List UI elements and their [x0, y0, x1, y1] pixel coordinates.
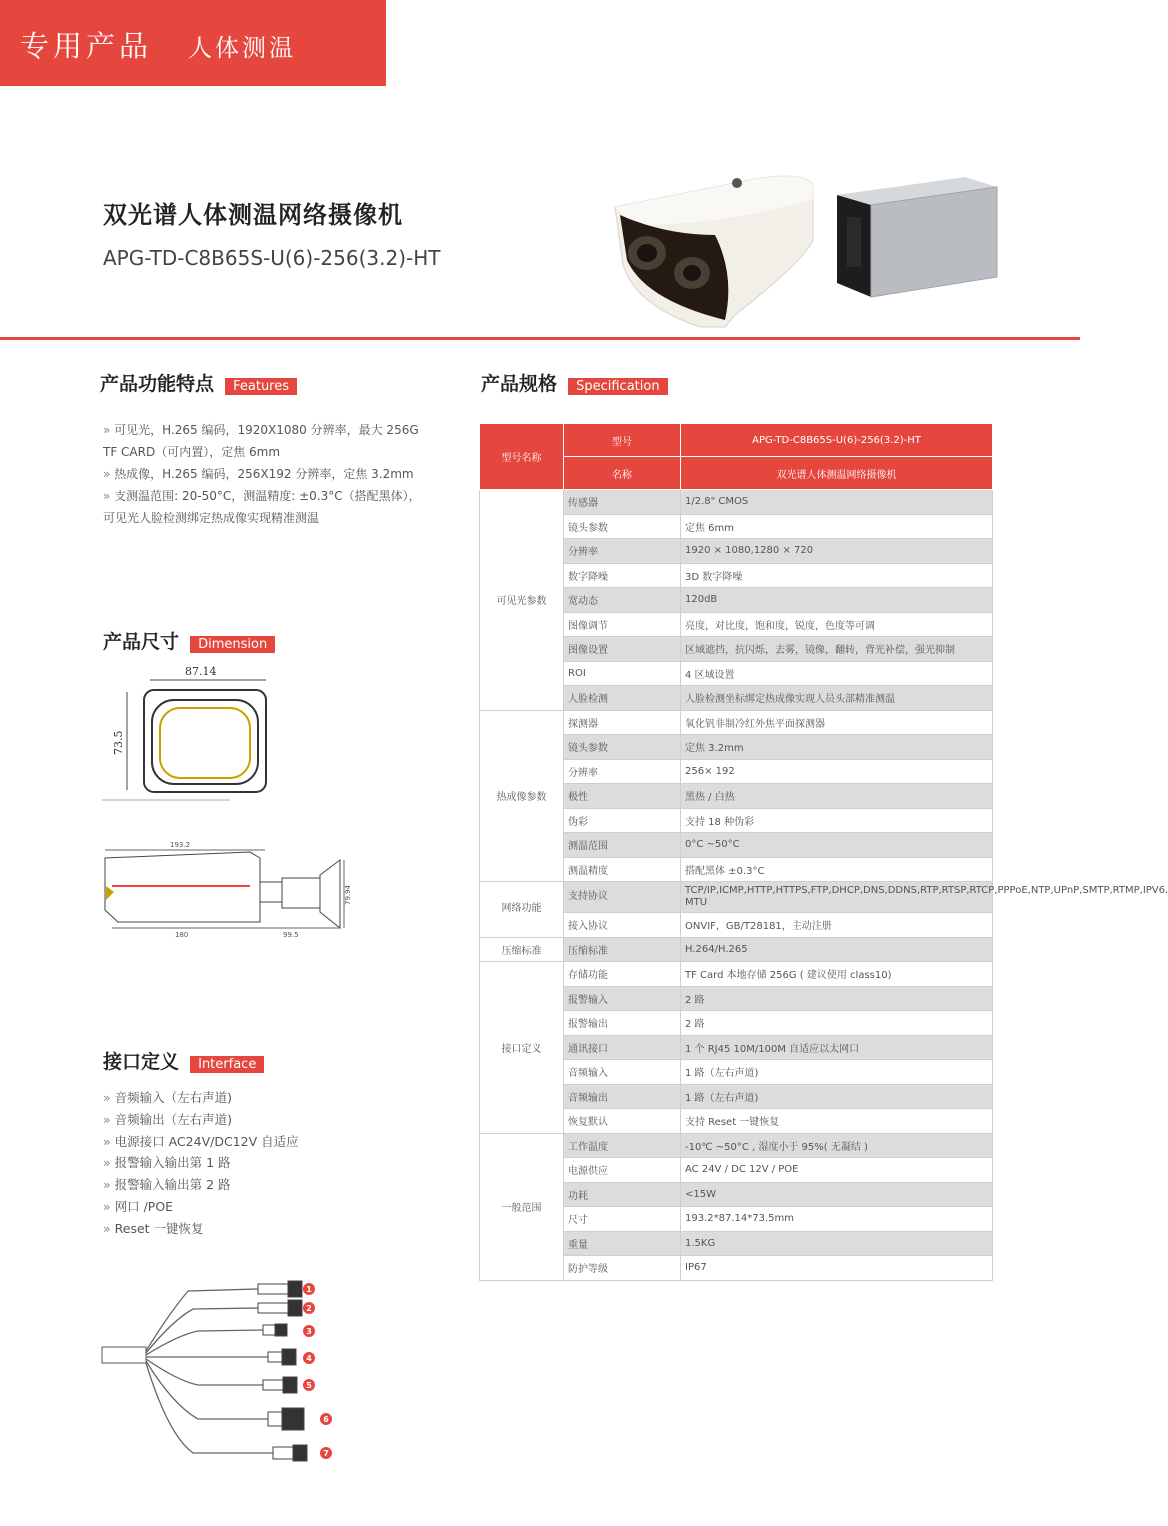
spec-param-label: 镜头参数	[564, 735, 681, 760]
spec-row	[480, 710, 993, 735]
spec-row	[480, 937, 993, 962]
feature-item: » 可见光，H.265 编码，1920X1080 分辨率，最大 256G TF CARD（可内置），定焦 6mm	[103, 419, 423, 463]
dimension-tag: Dimension	[190, 636, 275, 653]
spec-param-value: 定焦 3.2mm	[681, 735, 993, 760]
spec-param-label: 镜头参数	[564, 514, 681, 539]
spec-param-value: 3D 数字降噪	[681, 563, 993, 588]
spec-param-value: 亮度，对比度，饱和度，锐度，色度等可调	[681, 612, 993, 637]
cable-number-markers	[303, 1283, 332, 1459]
dim-width-label: 87.14	[185, 665, 217, 678]
spec-param-value: 搭配黑体 ±0.3°C	[681, 857, 993, 882]
product-title: 双光谱人体测温网络摄像机	[103, 201, 403, 229]
interface-item: » 网口 /POE	[103, 1196, 299, 1218]
spec-param-label: 工作温度	[564, 1133, 681, 1158]
features-title: 产品功能特点	[100, 373, 215, 395]
spec-param-label: ROI	[564, 661, 681, 686]
cable-diagram	[98, 1275, 343, 1470]
interface-list	[103, 1087, 299, 1240]
spec-param-value: 2 路	[681, 986, 993, 1011]
feature-item: » 热成像，H.265 编码，256X192 分辨率，定焦 3.2mm	[103, 463, 423, 485]
spec-param-label: 图像设置	[564, 637, 681, 662]
interface-item: » 音频输入（左右声道)	[103, 1087, 299, 1109]
spec-param-value: 1 路（左右声道)	[681, 1060, 993, 1085]
spec-name-label: 名称	[564, 457, 681, 490]
spec-param-value: <15W	[681, 1182, 993, 1207]
interface-item: » 音频输出（左右声道)	[103, 1109, 299, 1131]
front-view-drawing	[102, 665, 266, 800]
spec-group-label: 一般范围	[480, 1133, 564, 1280]
spec-param-label: 分辨率	[564, 759, 681, 784]
spec-param-value: 区域遮挡，抗闪烁，去雾，镜像，翻转，背光补偿，强光抑制	[681, 637, 993, 662]
spec-group-label: 可见光参数	[480, 490, 564, 711]
side-view-drawing	[105, 841, 352, 939]
interface-title: 接口定义	[103, 1051, 180, 1073]
dim-total-length: 193.2	[170, 841, 191, 849]
dim-body-length: 180	[175, 931, 189, 939]
spec-param-label: 传感器	[564, 490, 681, 515]
spec-param-label: 重量	[564, 1231, 681, 1256]
header-category: 专用产品	[20, 29, 153, 63]
spec-param-label: 音频输出	[564, 1084, 681, 1109]
header-band	[0, 0, 386, 86]
spec-param-value: H.264/H.265	[681, 937, 993, 962]
spec-row	[480, 1133, 993, 1158]
spec-param-value: 1 路（左右声道)	[681, 1084, 993, 1109]
spec-param-value: IP67	[681, 1256, 993, 1281]
spec-param-value: TF Card 本地存储 256G ( 建议使用 class10)	[681, 962, 993, 987]
interface-item: » 报警输入输出第 2 路	[103, 1174, 299, 1196]
product-image	[605, 165, 1005, 335]
spec-param-value: TCP/IP,ICMP,HTTP,HTTPS,FTP,DHCP,DNS,DDNS,RTP,RTSP,RTCP,PPPoE,NTP,UPnP,SMTP,RTMP,IPV6. MTU	[681, 882, 993, 913]
spec-param-value: 1920 × 1080,1280 × 720	[681, 539, 993, 564]
bullet-camera-image	[615, 176, 813, 327]
spec-param-label: 测温精度	[564, 857, 681, 882]
spec-param-value: 2 路	[681, 1011, 993, 1036]
spec-param-label: 数字降噪	[564, 563, 681, 588]
spec-param-label: 极性	[564, 784, 681, 809]
spec-param-label: 音频输入	[564, 1060, 681, 1085]
spec-param-value: 1/2.8" CMOS	[681, 490, 993, 515]
spec-param-label: 伪彩	[564, 808, 681, 833]
spec-param-label: 报警输入	[564, 986, 681, 1011]
spec-model-value: APG-TD-C8B65S-U(6)-256(3.2)-HT	[681, 424, 993, 457]
dimension-title: 产品尺寸	[103, 631, 180, 653]
spec-param-label: 支持协议	[564, 882, 681, 913]
interface-item: » 报警输入输出第 1 路	[103, 1152, 299, 1174]
cable-number-1: 1	[306, 1285, 312, 1294]
spec-param-label: 尺寸	[564, 1207, 681, 1232]
spec-param-value: 1.5KG	[681, 1231, 993, 1256]
dimension-heading	[103, 627, 275, 654]
interface-item: » 电源接口 AC24V/DC12V 自适应	[103, 1131, 299, 1153]
features-list	[103, 419, 423, 529]
spec-table	[479, 423, 1168, 1281]
spec-param-label: 分辨率	[564, 539, 681, 564]
cable-number-6: 6	[323, 1415, 329, 1424]
spec-param-value: 193.2*87.14*73.5mm	[681, 1207, 993, 1232]
spec-group-label: 热成像参数	[480, 710, 564, 882]
spec-param-label: 存储功能	[564, 962, 681, 987]
spec-row	[480, 490, 993, 515]
spec-param-value: 0°C ~50°C	[681, 833, 993, 858]
spec-param-value: 1 个 RJ45 10M/100M 自适应以太网口	[681, 1035, 993, 1060]
spec-group-label: 压缩标准	[480, 937, 564, 962]
spec-heading	[481, 369, 668, 396]
dim-mount-length: 99.5	[283, 931, 299, 939]
spec-param-value: -10℃ ~50°C , 湿度小于 95%( 无凝结 )	[681, 1133, 993, 1158]
feature-item: » 支测温范围: 20-50°C，测温精度: ±0.3°C（搭配黑体），可见光人脸检测绑定热成像实现精准测温	[103, 485, 423, 529]
spec-tag: Specification	[568, 378, 667, 395]
product-model: APG-TD-C8B65S-U(6)-256(3.2)-HT	[103, 246, 441, 270]
spec-param-label: 压缩标准	[564, 937, 681, 962]
spec-param-label: 恢复默认	[564, 1109, 681, 1134]
spec-param-label: 宽动态	[564, 588, 681, 613]
spec-param-label: 电源供应	[564, 1158, 681, 1183]
spec-param-value: 氧化钒非制冷红外焦平面探测器	[681, 710, 993, 735]
spec-param-value: AC 24V / DC 12V / POE	[681, 1158, 993, 1183]
spec-param-value: 支持 Reset 一键恢复	[681, 1109, 993, 1134]
spec-model-label: 型号	[564, 424, 681, 457]
spec-param-value: 黑热 / 白热	[681, 784, 993, 809]
section-divider	[0, 337, 1080, 340]
cable-number-5: 5	[306, 1381, 312, 1390]
spec-name-value: 双光谱人体测温网络摄像机	[681, 457, 993, 490]
features-heading	[100, 369, 297, 396]
header-subcategory: 人体测温	[188, 34, 296, 62]
spec-param-label: 图像调节	[564, 612, 681, 637]
spec-param-value: 定焦 6mm	[681, 514, 993, 539]
spec-param-label: 接入协议	[564, 913, 681, 938]
spec-param-label: 探测器	[564, 710, 681, 735]
blackbody-device-image	[837, 177, 997, 297]
spec-param-label: 测温范围	[564, 833, 681, 858]
cable-number-3: 3	[306, 1327, 312, 1336]
spec-param-label: 人脸检测	[564, 686, 681, 711]
spec-title: 产品规格	[481, 373, 558, 395]
cable-number-2: 2	[306, 1304, 312, 1313]
spec-param-value: 支持 18 种伪彩	[681, 808, 993, 833]
cable-hub	[102, 1347, 146, 1363]
cable-number-7: 7	[323, 1449, 329, 1458]
spec-row	[480, 882, 993, 913]
spec-param-value: 4 区域设置	[681, 661, 993, 686]
features-tag: Features	[225, 378, 297, 395]
interface-tag: Interface	[190, 1056, 264, 1073]
spec-param-label: 报警输出	[564, 1011, 681, 1036]
spec-group-label: 网络功能	[480, 882, 564, 938]
spec-param-value: ONVIF，GB/T28181，主动注册	[681, 913, 993, 938]
spec-param-label: 功耗	[564, 1182, 681, 1207]
spec-param-label: 防护等级	[564, 1256, 681, 1281]
spec-row	[480, 962, 993, 987]
cable-number-4: 4	[306, 1354, 312, 1363]
spec-param-label: 通讯接口	[564, 1035, 681, 1060]
spec-group-header: 型号名称	[480, 424, 564, 490]
interface-heading	[103, 1047, 264, 1074]
dim-mount-height: 79.94	[344, 884, 352, 905]
dim-height-label: 73.5	[112, 730, 125, 755]
spec-param-value: 256× 192	[681, 759, 993, 784]
dimension-drawing	[100, 660, 370, 945]
spec-header-row	[480, 424, 993, 457]
spec-param-value: 120dB	[681, 588, 993, 613]
spec-param-value: 人脸检测坐标绑定热成像实现人员头部精准测温	[681, 686, 993, 711]
interface-item: » Reset 一键恢复	[103, 1218, 299, 1240]
spec-group-label: 接口定义	[480, 962, 564, 1134]
